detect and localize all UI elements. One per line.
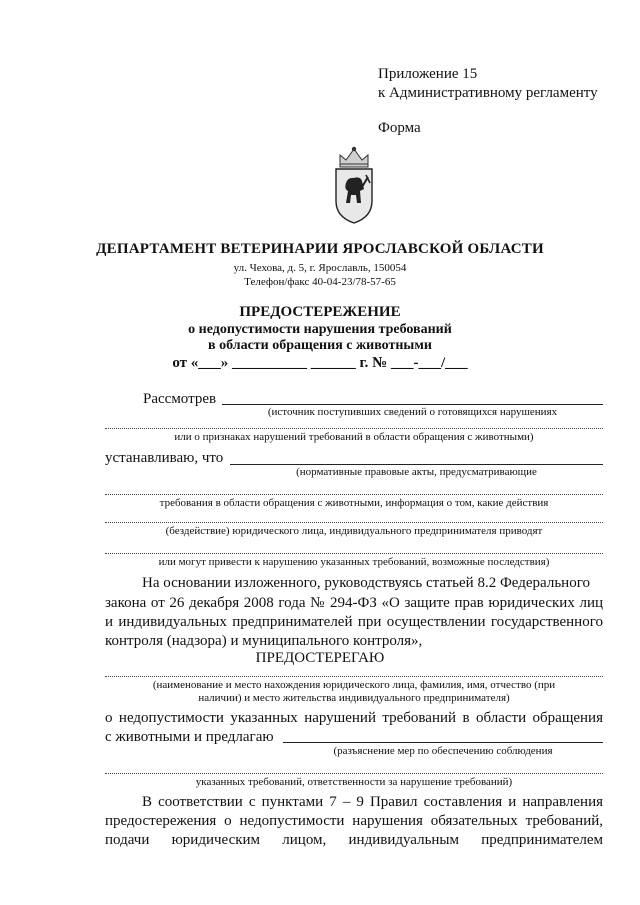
accordance-line-1: В соответствии с пунктами 7 – 9 Правил составления и направления <box>142 794 603 810</box>
warn-word: ПРЕДОСТЕРЕГАЮ <box>255 650 385 666</box>
inaction-blank[interactable] <box>105 553 603 554</box>
coat-of-arms-icon <box>326 145 382 225</box>
hint-inaction: (бездействие) юридического лица, индивидуального предпринимателя приводят <box>165 525 543 537</box>
date-number-line: от «___» __________ ______ г. № ___-___/___ <box>172 355 468 371</box>
basis-line-2: закона от 26 декабря 2008 года № 294-ФЗ «О защите прав юридических лиц <box>105 595 603 611</box>
considered-label: Рассмотрев <box>143 391 217 407</box>
hint-source: (источник поступивших сведений о готовящихся нарушениях <box>267 406 558 418</box>
title-subline-2: в области обращения с животными <box>208 338 432 353</box>
hint-measures: (разъяснение мер по обеспечению соблюдения <box>333 745 553 757</box>
measures-blank-2[interactable] <box>105 773 603 774</box>
appendix-regulation: к Административному регламенту <box>378 85 598 101</box>
hint-requirements: требования в области обращения с животными, информация о том, какие действия <box>159 497 549 509</box>
department-phone: Телефон/факс 40-04-23/78-57-65 <box>244 276 396 288</box>
considered-blank-2[interactable] <box>105 428 603 429</box>
inadmissible-line-2: с животными и предлагаю <box>105 729 274 745</box>
hint-consequences: или могут привести к нарушению указанных требований, возможные последствия) <box>158 556 550 568</box>
department-name: ДЕПАРТАМЕНТ ВЕТЕРИНАРИИ ЯРОСЛАВСКОЙ ОБЛАСТИ <box>96 241 544 257</box>
basis-line-3: и индивидуальных предпринимателей при осуществлении государственного <box>105 614 603 630</box>
accordance-line-3: подачи юридическим лицом, индивидуальным предпринимателем <box>105 832 603 848</box>
department-address: ул. Чехова, д. 5, г. Ярославль, 150054 <box>233 262 407 274</box>
basis-line-4: контроля (надзора) и муниципального контроля», <box>105 633 423 649</box>
title-subline-1: о недопустимости нарушения требований <box>188 322 452 337</box>
inadmissible-line-1: о недопустимости указанных нарушений требований в области обращения <box>105 710 603 726</box>
basis-line-1: На основании изложенного, руководствуясь статьей 8.2 Федерального <box>142 575 590 591</box>
acts-blank[interactable] <box>105 494 603 495</box>
appendix-number: Приложение 15 <box>378 66 478 82</box>
accordance-line-2: предостережения о недопустимости нарушения обязательных требований, <box>105 813 603 829</box>
establish-blank[interactable] <box>230 464 603 465</box>
hint-signs: или о признаках нарушений требований в области обращения с животными) <box>174 431 534 443</box>
hint-acts: (нормативные правовые акты, предусматривающие <box>296 466 537 478</box>
document-title: ПРЕДОСТЕРЕЖЕНИЕ <box>239 304 401 320</box>
hint-name-2: наличии) и место жительства индивидуального предпринимателя) <box>198 692 510 704</box>
considered-blank[interactable] <box>222 404 603 405</box>
hint-name-1: (наименование и место нахождения юридического лица, фамилия, имя, отчество (при <box>152 679 556 691</box>
hint-measures-2: указанных требований, ответственности за нарушение требований) <box>195 776 513 788</box>
establish-label: устанавливаю, что <box>105 450 224 466</box>
requirements-blank[interactable] <box>105 522 603 523</box>
recipient-blank[interactable] <box>105 676 603 677</box>
form-label: Форма <box>378 120 421 136</box>
measures-blank[interactable] <box>283 742 603 743</box>
